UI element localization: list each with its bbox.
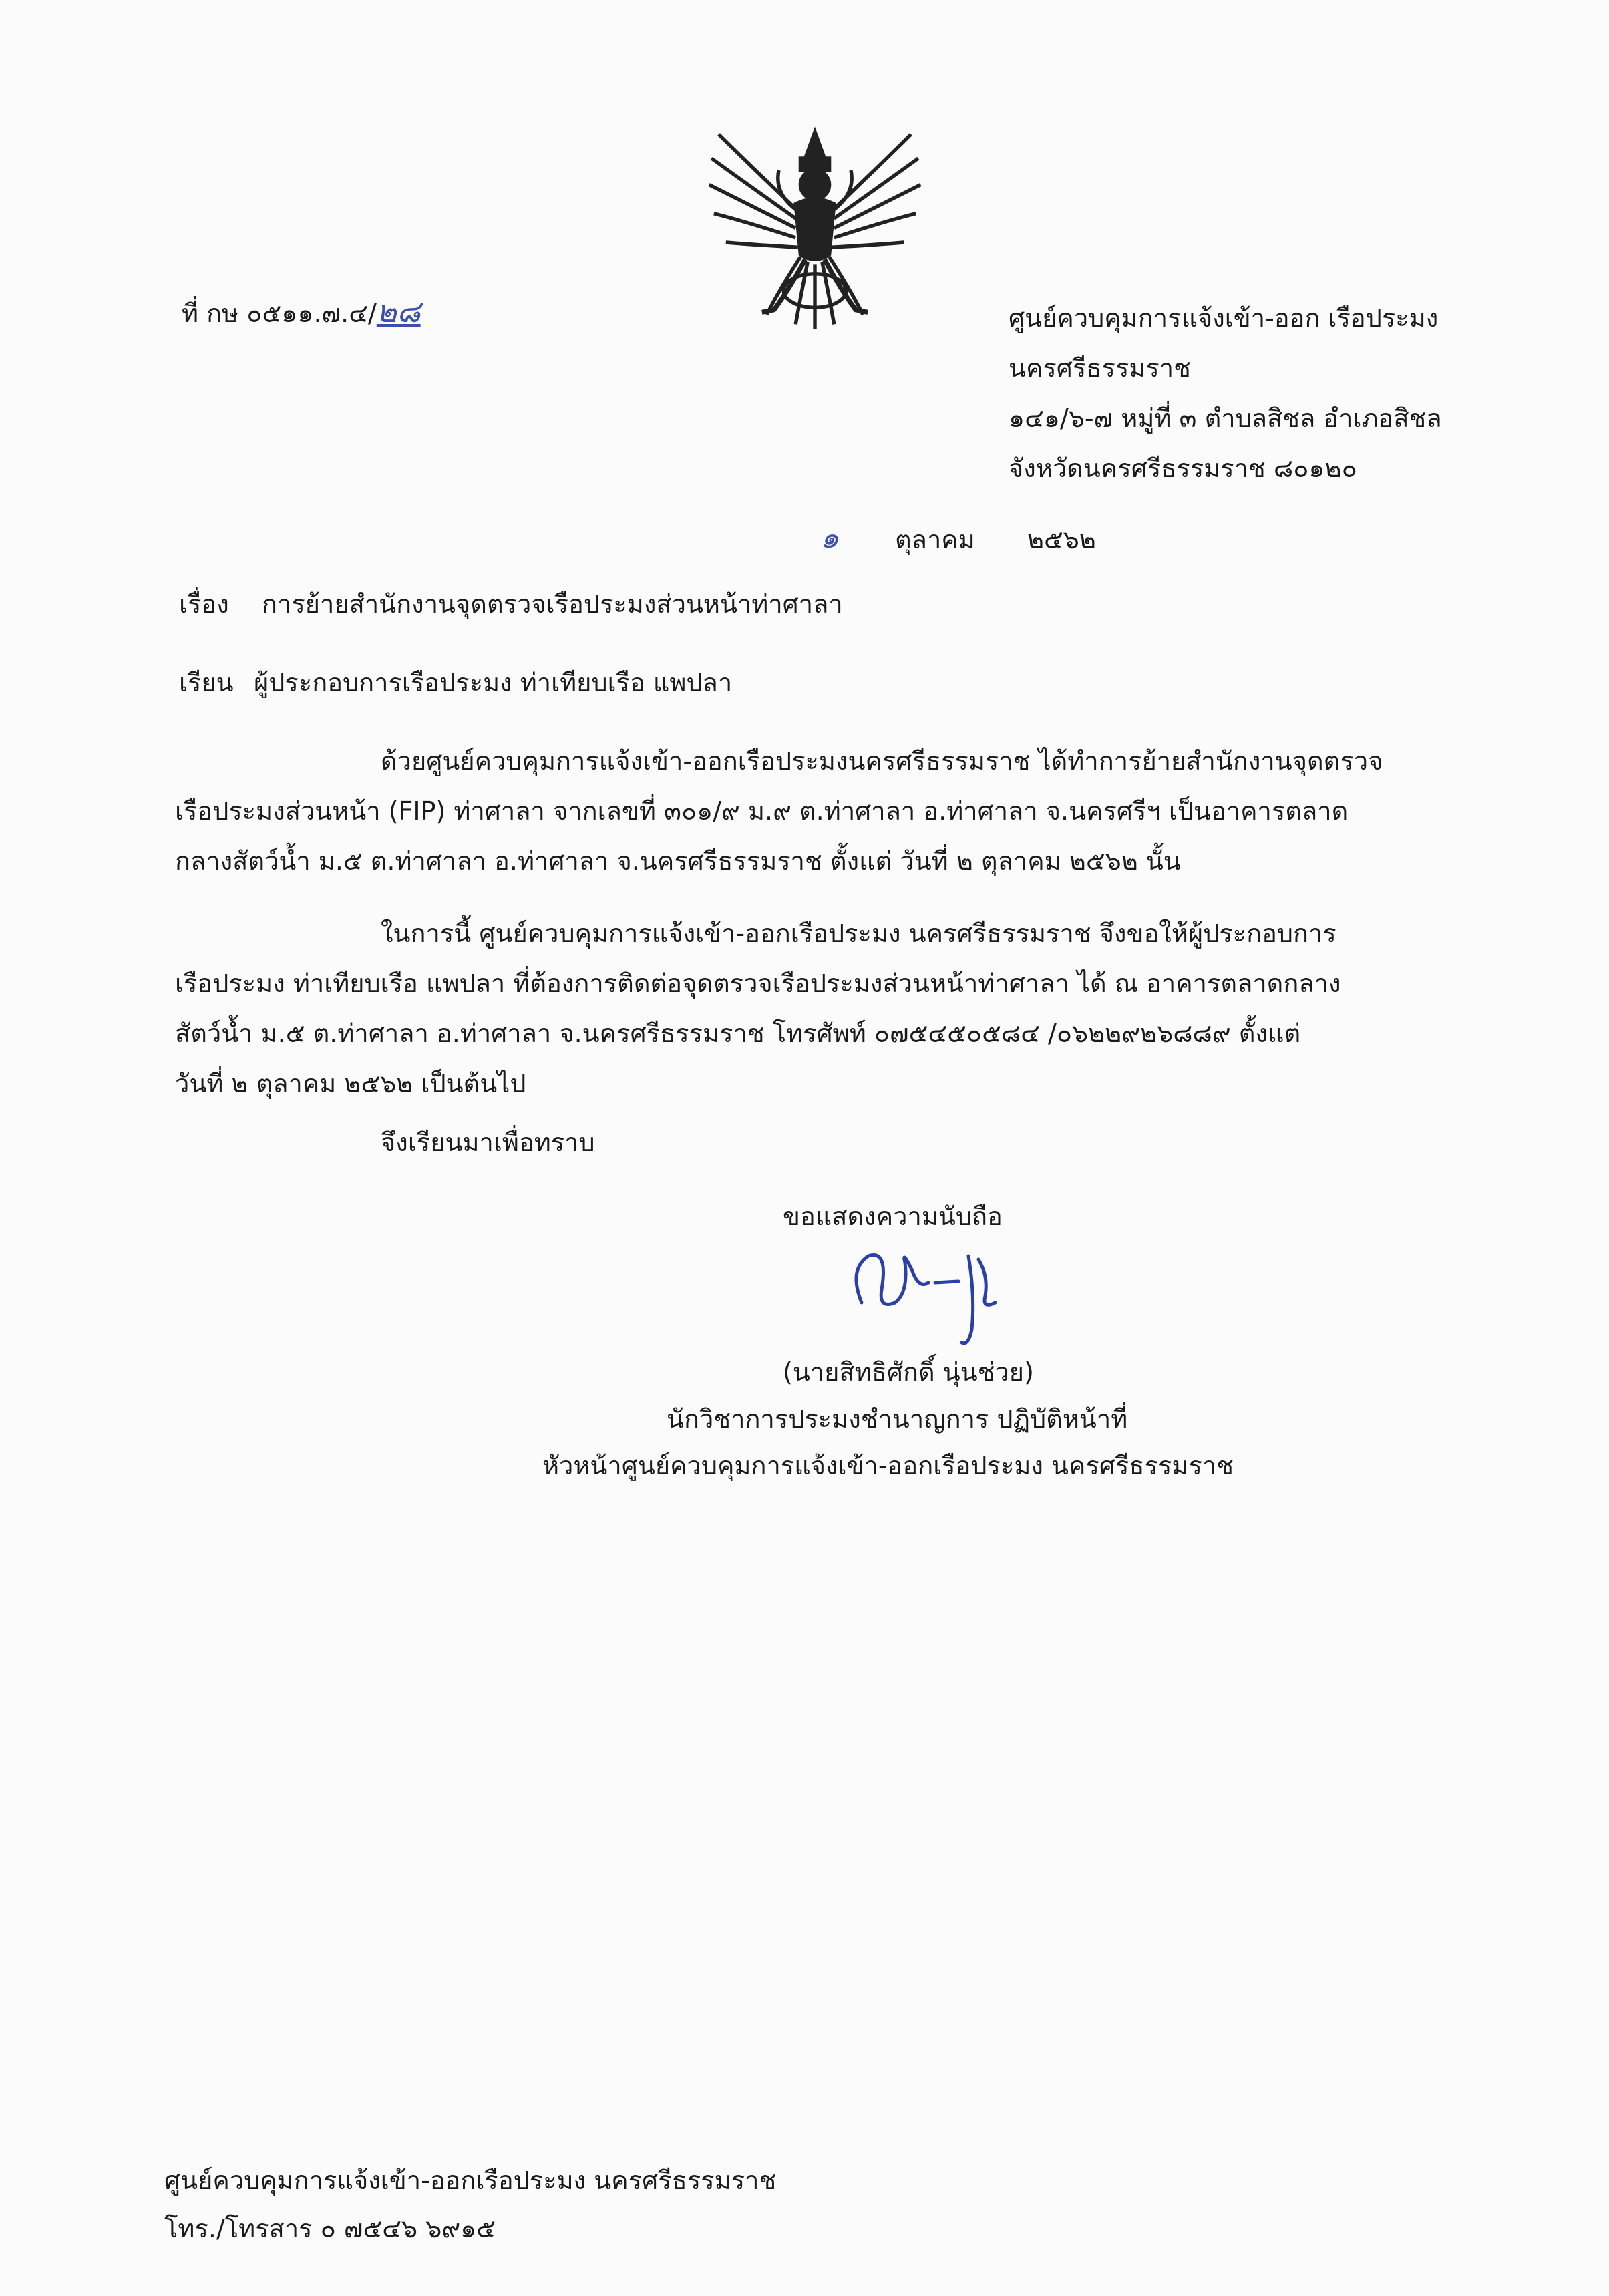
handwritten-signature: [835, 1229, 1035, 1349]
address-line-2: นครศรีธรรมราช: [1009, 353, 1191, 383]
para1-line-1: ด้วยศูนย์ควบคุมการแจ้งเข้า-ออกเรือประมงนครศรีธรรมราช ได้ทำการย้ายสำนักงานจุดตรวจ: [381, 746, 1383, 776]
date-day: ๑: [820, 521, 839, 555]
para1-line-2: เรือประมงส่วนหน้า (FIP) ท่าศาลา จากเลขที่ ๓๐๑/๙ ม.๙ ต.ท่าศาลา อ.ท่าศาลา จ.นครศรีฯ เป็นอาคารตลาด: [175, 796, 1349, 826]
footer-phone: โทร./โทรสาร ๐ ๗๕๔๖ ๖๙๑๕: [164, 2214, 496, 2243]
garuda-emblem-icon: [695, 110, 935, 351]
closing-line: จึงเรียนมาเพื่อทราบ: [381, 1128, 595, 1157]
footer-office: ศูนย์ควบคุมการแจ้งเข้า-ออกเรือประมง นครศรีธรรมราช: [164, 2166, 777, 2195]
signer-position-1: นักวิชาการประมงชำนาญการ ปฏิบัติหน้าที่: [667, 1404, 1128, 1434]
reference-prefix: ที่ กษ ๐๕๑๑.๗.๔/: [182, 299, 377, 328]
to-label: เรียน: [179, 668, 234, 697]
address-line-3: ๑๔๑/๖-๗ หมู่ที่ ๓ ตำบลสิชล อำเภอสิชล: [1009, 403, 1442, 433]
subject-label: เรื่อง: [179, 589, 229, 619]
subject-text: การย้ายสำนักงานจุดตรวจเรือประมงส่วนหน้าท่าศาลา: [262, 589, 843, 619]
reference-number: [182, 295, 421, 329]
para1-line-3: กลางสัตว์น้ำ ม.๕ ต.ท่าศาลา อ.ท่าศาลา จ.นครศรีธรรมราช ตั้งแต่ วันที่ ๒ ตุลาคม ๒๕๖๒ นั้น: [175, 846, 1181, 876]
address-line-4: จังหวัดนครศรีธรรมราช ๘๐๑๒๐: [1009, 454, 1357, 483]
signer-position-2: หัวหน้าศูนย์ควบคุมการแจ้งเข้า-ออกเรือประมง นครศรีธรรมราช: [542, 1451, 1234, 1480]
address-line-1: ศูนย์ควบคุมการแจ้งเข้า-ออก เรือประมง: [1009, 303, 1439, 333]
date-month: ตุลาคม: [895, 525, 975, 554]
complimentary-close: ขอแสดงความนับถือ: [783, 1202, 1003, 1231]
para2-line-2: เรือประมง ท่าเทียบเรือ แพปลา ที่ต้องการติดต่อจุดตรวจเรือประมงส่วนหน้าท่าศาลา ได้ ณ อาคารตลาดกลาง: [175, 969, 1341, 998]
date-year: ๒๕๖๒: [1027, 525, 1096, 554]
para2-line-4: วันที่ ๒ ตุลาคม ๒๕๖๒ เป็นต้นไป: [175, 1069, 526, 1098]
reference-handwritten-number: ๒๘: [376, 293, 421, 329]
to-text: ผู้ประกอบการเรือประมง ท่าเทียบเรือ แพปลา: [254, 668, 733, 697]
para2-line-1: ในการนี้ ศูนย์ควบคุมการแจ้งเข้า-ออกเรือประมง นครศรีธรรมราช จึงขอให้ผู้ประกอบการ: [381, 919, 1336, 948]
para2-line-3: สัตว์น้ำ ม.๕ ต.ท่าศาลา อ.ท่าศาลา จ.นครศรีธรรมราช โทรศัพท์ ๐๗๕๔๕๐๕๘๔ /๐๖๒๒๙๒๖๘๘๙ ตั้งแต่: [175, 1019, 1301, 1048]
signer-name: (นายสิทธิศักดิ์ นุ่นช่วย): [783, 1357, 1034, 1387]
